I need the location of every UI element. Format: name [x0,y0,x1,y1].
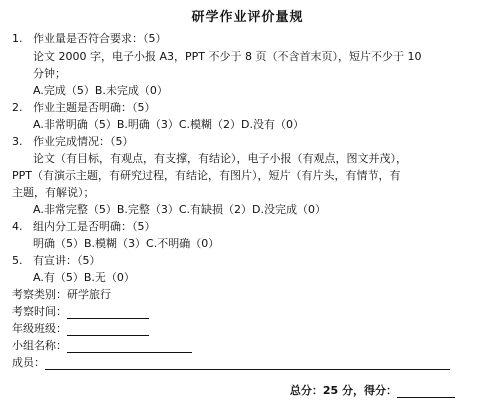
item-3-question: 作业完成情况：（5） [33,135,134,148]
item-5-options: A.有（5）B.无（0） [33,271,135,284]
grade-input-blank[interactable] [67,323,149,336]
item-1-options: A.完成（5）B.未完成（0） [33,84,168,97]
time-input-blank[interactable] [67,306,149,319]
score-input-blank[interactable] [397,385,455,398]
item-1-number: 1. [12,32,23,45]
item-4-options: 明确（5）B.模糊（3）C.不明确（0） [33,237,220,250]
members-input-blank[interactable] [45,357,450,370]
group-label: 小组名称： [12,339,67,352]
item-2-options: A.非常明确（5）B.明确（3）C.模糊（2）D.没有（0） [33,118,305,131]
item-3-detail-line-1: 论文（有目标，有观点，有支撑，有结论），电子小报（有观点，图文并茂）， [33,152,407,165]
item-1-question: 作业量是否符合要求：（5） [33,32,167,45]
time-label: 考察时间： [12,305,67,318]
item-3-options: A.非常完整（5）B.完整（3）C.有缺损（2）D.没完成（0） [33,203,327,216]
total-score-label: 总分：25 分，得分： [289,384,397,397]
item-3-number: 3. [12,135,23,148]
page-title: 研学作业评价量规 [191,10,304,25]
group-input-blank[interactable] [67,340,192,353]
item-5-question: 有宣讲：（5） [33,254,101,267]
category-field [12,287,111,302]
time-field [12,304,149,319]
item-1-detail-line-2: 分钟； [33,67,66,80]
members-field [12,355,450,370]
item-2-question: 作业主题是否明确：（5） [33,101,156,114]
item-4-number: 4. [12,220,23,233]
item-2-number: 2. [12,101,23,114]
score-footer [290,382,455,398]
item-3-detail-line-2: PPT（有演示主题，有研究过程，有结论，有图片），短片（有片头，有情节，有 [12,169,401,182]
item-4-question: 组内分工是否明确：（5） [33,220,156,233]
item-1-detail-line-1: 论文 2000 字，电子小报 A3，PPT 不少于 8 页（不含首末页），短片不少于 10 [33,50,422,63]
item-5-number: 5. [12,254,23,267]
grade-field [12,321,149,336]
grade-label: 年级班级： [12,322,67,335]
category-label: 考察类别：研学旅行 [12,288,111,301]
group-field [12,338,192,353]
members-label: 成员： [12,356,45,369]
item-3-detail-line-3: 主题，有解说）； [12,186,95,199]
